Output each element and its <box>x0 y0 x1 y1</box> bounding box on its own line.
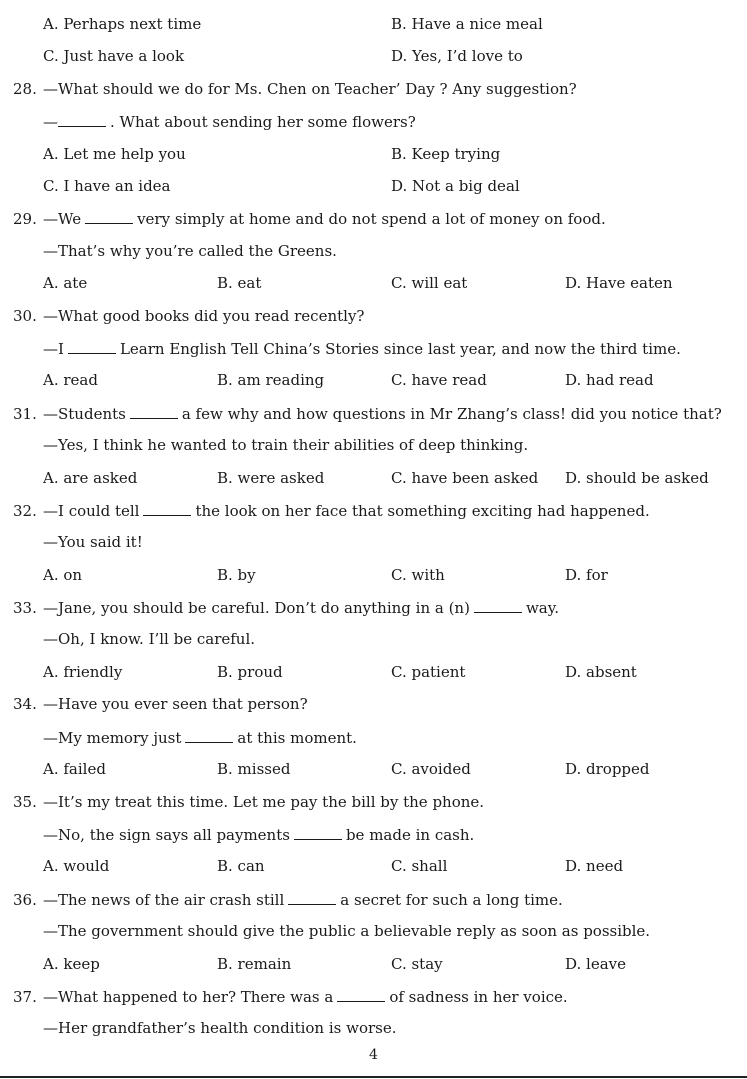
question-number: 30. <box>13 307 37 325</box>
q27-option-a: A. Perhaps next time <box>43 15 202 33</box>
q34-option-c: C. avoided <box>391 760 471 778</box>
prompt-text: —Students <box>43 405 126 423</box>
reply-dash: — <box>43 113 58 131</box>
question-number: 37. <box>13 988 37 1006</box>
q28-option-c: C. I have an idea <box>43 177 171 195</box>
question-number: 32. <box>13 502 37 520</box>
answer-blank <box>294 824 342 840</box>
page-number: 4 <box>369 1047 378 1063</box>
q29-option-c: C. will eat <box>391 274 468 292</box>
prompt-text-cont: very simply at home and do not spend a lot of money on food. <box>137 210 606 228</box>
q34-option-d: D. dropped <box>565 760 650 778</box>
q33-reply: —Oh, I know. I’ll be careful. <box>43 630 256 648</box>
q31-option-b: B. were asked <box>217 469 325 487</box>
q33-option-d: D. absent <box>565 663 637 681</box>
q33-prompt <box>13 597 559 617</box>
q32-option-d: D. for <box>565 566 608 584</box>
q29-option-b: B. eat <box>217 274 262 292</box>
q27-option-b: B. Have a nice meal <box>391 15 543 33</box>
q31-option-a: A. are asked <box>43 469 138 487</box>
reply-text-cont: Learn English Tell China’s Stories since last year, and now the third time. <box>119 340 681 358</box>
q27-option-c: C. Just have a look <box>43 47 185 65</box>
prompt-text: —We <box>43 210 82 228</box>
q32-reply: —You said it! <box>43 533 143 551</box>
q30-option-a: A. read <box>43 371 98 389</box>
q31-option-c: C. have been asked <box>391 469 539 487</box>
question-number: 29. <box>13 210 37 228</box>
question-number: 28. <box>13 80 37 98</box>
q28-reply <box>43 111 416 131</box>
answer-blank <box>68 338 116 354</box>
prompt-text-cont: a secret for such a long time. <box>340 891 563 909</box>
prompt-text-cont: way. <box>525 599 559 617</box>
q30-option-d: D. had read <box>565 371 654 389</box>
q31-prompt <box>13 403 722 423</box>
q35-reply <box>43 824 474 844</box>
q32-option-b: B. by <box>217 566 256 584</box>
prompt-text: —What good books did you read recently? <box>43 307 365 325</box>
question-number: 34. <box>13 695 37 713</box>
q28-prompt <box>13 79 577 99</box>
q33-option-c: C. patient <box>391 663 466 681</box>
prompt-text: —It’s my treat this time. Let me pay the bill by the phone. <box>43 793 485 811</box>
prompt-text-cont: a few why and how questions in Mr Zhang’s class! did you notice that? <box>181 405 722 423</box>
q29-option-a: A. ate <box>43 274 88 292</box>
answer-blank <box>474 597 522 613</box>
q29-prompt <box>13 208 606 228</box>
q35-option-b: B. can <box>217 857 265 875</box>
q28-option-a: A. Let me help you <box>43 145 186 163</box>
q36-option-c: C. stay <box>391 955 443 973</box>
bottom-rule <box>0 1076 747 1078</box>
answer-blank <box>143 500 191 516</box>
answer-blank <box>58 111 106 127</box>
reply-text: —No, the sign says all payments <box>43 826 290 844</box>
q30-reply <box>43 338 681 358</box>
q37-reply: —Her grandfather’s health condition is worse. <box>43 1019 397 1037</box>
q37-prompt <box>13 986 568 1006</box>
q34-option-b: B. missed <box>217 760 291 778</box>
prompt-text: —I could tell <box>43 502 140 520</box>
q34-reply <box>43 727 357 747</box>
q30-prompt <box>13 306 364 326</box>
q30-option-c: C. have read <box>391 371 487 389</box>
q29-option-d: D. Have eaten <box>565 274 673 292</box>
question-number: 31. <box>13 405 37 423</box>
q35-option-c: C. shall <box>391 857 448 875</box>
q32-option-a: A. on <box>43 566 83 584</box>
prompt-text: —Jane, you should be careful. Don’t do anything in a (n) <box>43 599 470 617</box>
prompt-text-cont: the look on her face that something exciting had happened. <box>195 502 650 520</box>
prompt-text: —Have you ever seen that person? <box>43 695 308 713</box>
prompt-text: —The news of the air crash still <box>43 891 285 909</box>
question-number: 35. <box>13 793 37 811</box>
answer-blank <box>288 889 336 905</box>
prompt-text: —What happened to her? There was a <box>43 988 334 1006</box>
answer-blank <box>185 727 233 743</box>
question-number: 33. <box>13 599 37 617</box>
q34-option-a: A. failed <box>43 760 106 778</box>
q30-option-b: B. am reading <box>217 371 325 389</box>
q36-prompt <box>13 889 563 909</box>
reply-text-cont: be made in cash. <box>345 826 475 844</box>
q28-option-b: B. Keep trying <box>391 145 501 163</box>
prompt-text-cont: of sadness in her voice. <box>389 988 568 1006</box>
q35-prompt <box>13 792 484 812</box>
q32-option-c: C. with <box>391 566 445 584</box>
answer-blank <box>130 403 178 419</box>
reply-text: —My memory just <box>43 729 182 747</box>
q35-option-d: D. need <box>565 857 624 875</box>
prompt-text: —What should we do for Ms. Chen on Teacher’ Day ? Any suggestion? <box>43 80 577 98</box>
q36-reply: —The government should give the public a believable reply as soon as possible. <box>43 922 651 940</box>
q29-reply: —That’s why you’re called the Greens. <box>43 242 337 260</box>
q33-option-b: B. proud <box>217 663 283 681</box>
answer-blank <box>85 208 133 224</box>
q34-prompt <box>13 694 308 714</box>
reply-text-cont: at this moment. <box>237 729 357 747</box>
q28-option-d: D. Not a big deal <box>391 177 520 195</box>
reply-text: —I <box>43 340 64 358</box>
q31-option-d: D. should be asked <box>565 469 709 487</box>
q27-option-d: D. Yes, I’d love to <box>391 47 523 65</box>
q36-option-d: D. leave <box>565 955 626 973</box>
q31-reply: —Yes, I think he wanted to train their abilities of deep thinking. <box>43 436 529 454</box>
answer-blank <box>337 986 385 1002</box>
q35-option-a: A. would <box>43 857 110 875</box>
reply-text: . What about sending her some flowers? <box>110 113 416 131</box>
q32-prompt <box>13 500 650 520</box>
q36-option-a: A. keep <box>43 955 100 973</box>
question-number: 36. <box>13 891 37 909</box>
q33-option-a: A. friendly <box>43 663 123 681</box>
q36-option-b: B. remain <box>217 955 292 973</box>
